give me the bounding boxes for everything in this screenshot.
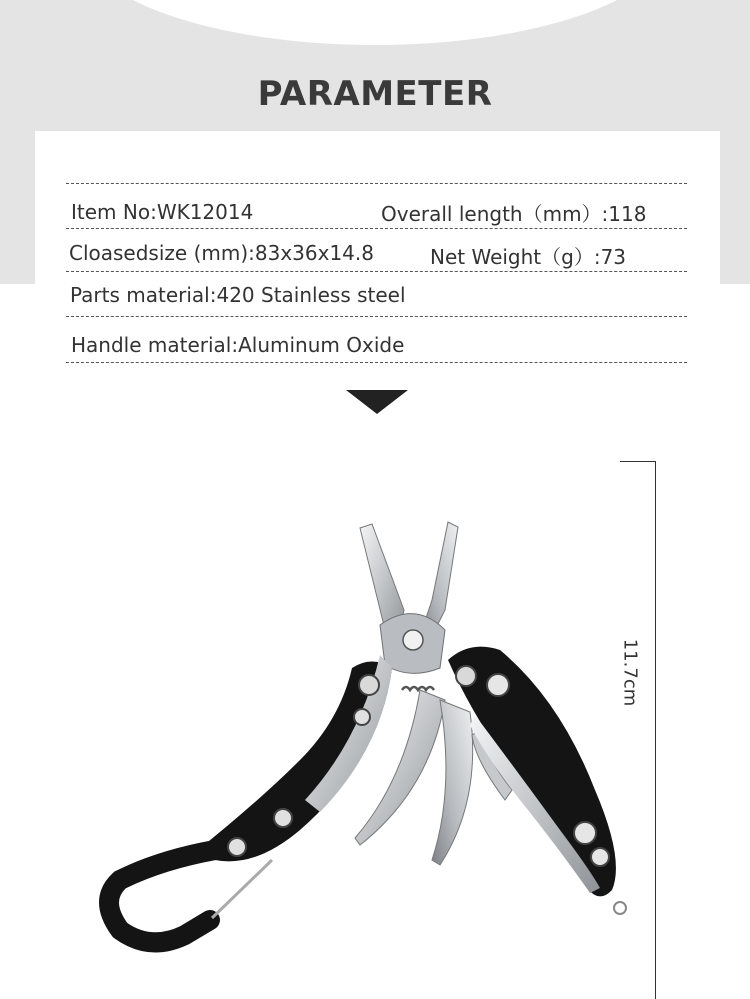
dimension-line [655,461,656,999]
product-photo [0,430,750,999]
height-dimension-label: 11.7cm [619,638,641,707]
divider [66,228,687,229]
divider [66,271,687,272]
spec-overall-length: Overall length（mm）:118 [381,202,647,226]
divider [66,316,687,317]
page-title: PARAMETER [257,74,493,114]
spec-parts-material: Parts material:420 Stainless steel [70,283,406,307]
down-arrow-icon [346,390,408,414]
dimension-tick [620,461,656,462]
spec-net-weight: Net Weight（g）:73 [430,245,627,269]
spec-closed-size: Cloasedsize (mm):83x36x14.8 [69,241,374,265]
spec-item-no: Item No:WK12014 [71,200,254,224]
divider [66,362,687,363]
spec-handle-material: Handle material:Aluminum Oxide [71,333,405,357]
divider [66,183,687,184]
